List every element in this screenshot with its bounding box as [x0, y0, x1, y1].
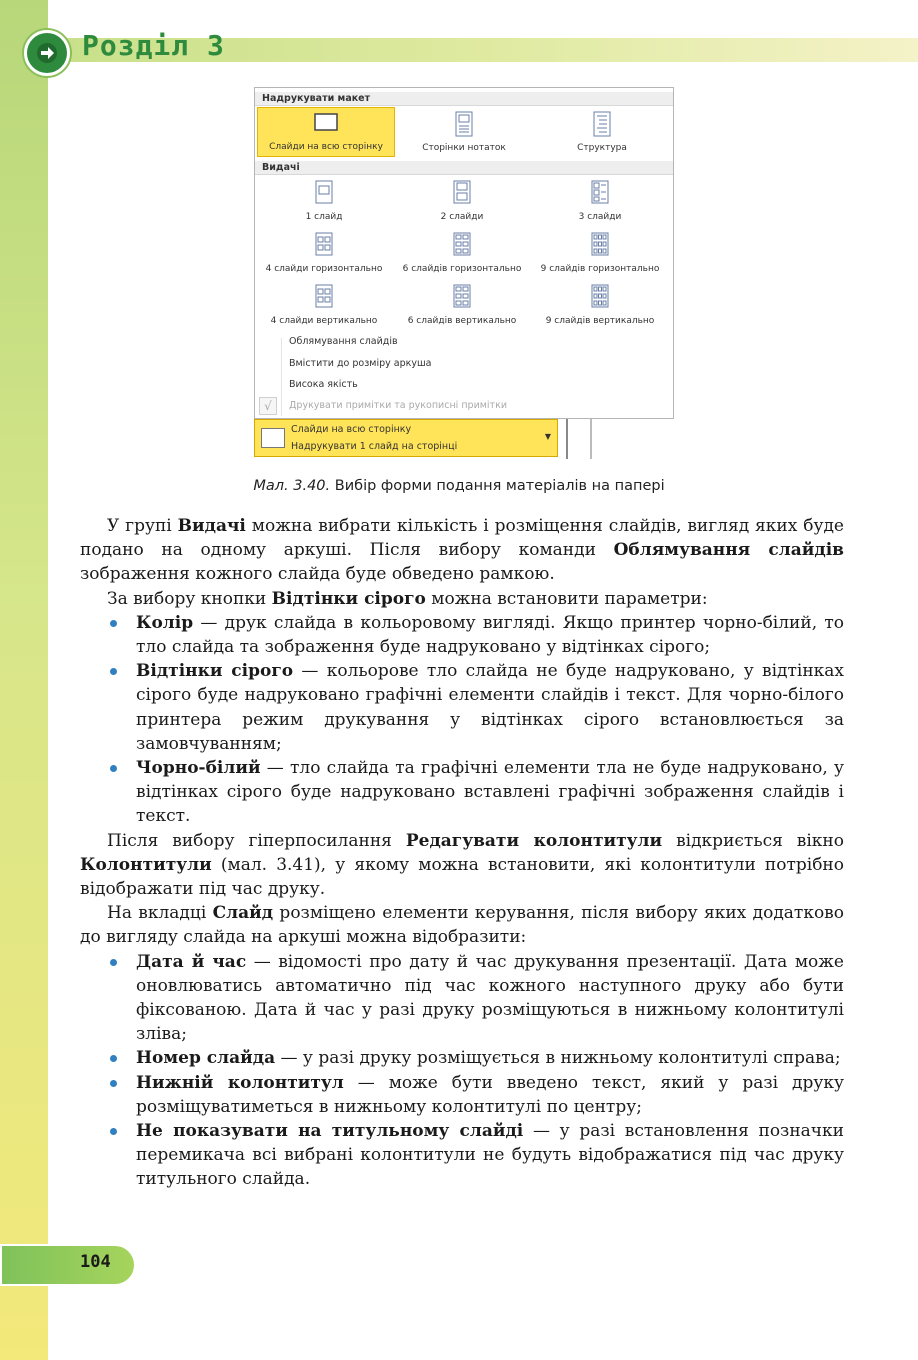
option-full-page-slides[interactable]: [257, 107, 395, 157]
paragraph: [80, 829, 844, 902]
text-run: — відомості про дату й час друкування презентації. Дата може оновлюватись автоматично під час кожного наступного друку або бути фіксованою. Дата й час у разі друку розміщуються в нижньому колонтитулі зліва;: [136, 951, 844, 1045]
option-outline[interactable]: [533, 107, 671, 157]
option-notes-pages[interactable]: [395, 107, 533, 157]
handout-9h-icon: [591, 232, 609, 256]
bullet-list: [80, 950, 844, 1192]
text-run: можна вибрати кількість і розміщення слайдів, вигляд яких буде подано на одному аркуші. Після вибору команди: [80, 516, 844, 561]
handout-1-icon: [315, 180, 333, 204]
text-run: — кольорове тло слайда не буде надруковано, у відтінках сірого буде надруковано графічні елементи слайдів і текст. Для чорно-білого принтера режим друкування у відтінках сірого встановлюється за замовчуванням;: [136, 661, 845, 754]
section-print-layout: Надрукувати макет: [255, 92, 673, 106]
full-page-icon: [314, 112, 338, 132]
text-run: — друк слайда в кольоровому вигляді. Якщо принтер чорно-білий, то тло слайда та зображення буде надруковано у відтінках сірого;: [136, 612, 844, 658]
option-label: 1 слайд: [305, 212, 343, 222]
text-run: На вкладці: [107, 903, 213, 924]
option-label: Структура: [577, 143, 627, 153]
option-label: 4 слайди вертикально: [270, 316, 378, 326]
text-run: — у разі друку розміщується в нижньому колонтитулі справа;: [275, 1048, 841, 1069]
term: Видачі: [177, 516, 246, 536]
text-run: — може бути введено текст, який у разі друку розміщуватиметься в нижньому колонтитулі по центру;: [136, 1072, 844, 1117]
option-label: Сторінки нотаток: [422, 143, 506, 153]
print-layout-selector[interactable]: [254, 419, 558, 457]
menu-frame-slides[interactable]: Облямування слайдів: [289, 336, 398, 347]
term: Номер слайда: [136, 1048, 276, 1069]
menu-separator: [281, 338, 282, 416]
term: Колонтитули: [80, 854, 212, 875]
option-6-horizontal[interactable]: [393, 228, 531, 278]
text-run: зображення кожного слайда буде обведено рамкою.: [80, 564, 555, 585]
notes-page-icon: [455, 111, 473, 137]
option-9-vertical[interactable]: [531, 280, 669, 330]
handout-3-icon: [591, 180, 609, 204]
paragraph: [80, 514, 844, 587]
scrollbar: [566, 419, 592, 459]
text-run: Після вибору гіперпосилання: [107, 830, 406, 851]
handout-6v-icon: [453, 284, 471, 308]
list-item: [80, 1071, 844, 1119]
term: Чорно-білий: [136, 758, 261, 779]
option-label: 6 слайдів горизонтально: [402, 264, 522, 274]
selector-title: Слайди на всю сторінку: [291, 424, 412, 435]
option-6-vertical[interactable]: [393, 280, 531, 330]
menu-print-comments[interactable]: Друкувати примітки та рукописні примітки: [289, 400, 507, 411]
text-run: У групі: [107, 516, 178, 536]
selector-subtitle: Надрукувати 1 слайд на сторінці: [291, 441, 458, 452]
list-item: [80, 950, 844, 1047]
text-run: відкриється вікно: [662, 830, 845, 851]
option-2-slides[interactable]: [393, 176, 531, 226]
paragraph: [80, 587, 844, 611]
handout-6h-icon: [453, 232, 471, 256]
term: Редагувати колонтитули: [405, 830, 663, 851]
term: Слайд: [212, 903, 274, 924]
text-run: За вибору кнопки: [107, 588, 272, 609]
term: Відтінки сірого: [271, 588, 426, 609]
left-decor-strip: [0, 0, 48, 1360]
text-run: — тло слайда та графічні елементи тла не буде надруковано, у відтінках сірого буде надруковано вставлені графічні зображення слайдів і текст.: [136, 758, 844, 827]
option-1-slide[interactable]: [255, 176, 393, 226]
term: Нижній колонтитул: [136, 1072, 344, 1093]
term: Відтінки сірого: [136, 661, 294, 682]
text-run: розміщено елементи керування, після вибору яких додатково до вигляду слайда на аркуші можна відобразити:: [80, 903, 844, 948]
figure-caption: [0, 478, 918, 494]
list-item: [80, 756, 844, 829]
caption-number: Мал. 3.40.: [253, 478, 331, 494]
handout-2-icon: [453, 180, 471, 204]
outline-icon: [593, 111, 611, 137]
option-3-slides[interactable]: [531, 176, 669, 226]
option-label: 9 слайдів вертикально: [545, 316, 655, 326]
option-label: Слайди на всю сторінку: [269, 142, 383, 152]
list-item: [80, 1046, 844, 1070]
option-4-horizontal[interactable]: [255, 228, 393, 278]
term: Не показувати на титульному слайді: [136, 1121, 524, 1142]
check-icon: √: [259, 397, 277, 415]
option-9-horizontal[interactable]: [531, 228, 669, 278]
handout-4h-icon: [315, 232, 333, 256]
option-label: 9 слайдів горизонтально: [540, 264, 660, 274]
list-item: [80, 659, 844, 756]
arrow-right-icon: [24, 30, 70, 76]
caption-text: Вибір форми подання матеріалів на папері: [334, 478, 665, 494]
menu-scale-to-fit[interactable]: Вмістити до розміру аркуша: [289, 358, 432, 369]
page-number-tab: [0, 1244, 136, 1286]
option-label: 6 слайдів вертикально: [407, 316, 517, 326]
handout-4v-icon: [315, 284, 333, 308]
text-run: (мал. 3.41), у якому можна встановити, які колонтитули потрібно відображати під час друку.: [80, 854, 844, 900]
handout-9v-icon: [591, 284, 609, 308]
section-handouts: Видачі: [255, 161, 673, 175]
chapter-title: Розділ 3: [82, 29, 225, 62]
list-item: [80, 1119, 844, 1192]
option-label: 3 слайди: [578, 212, 622, 222]
option-label: 2 слайди: [440, 212, 484, 222]
menu-high-quality[interactable]: Висока якість: [289, 379, 358, 390]
bullet-list: [80, 611, 844, 829]
term: Облямування слайдів: [613, 540, 844, 561]
term: Колір: [136, 612, 194, 633]
paragraph: [80, 901, 844, 949]
text-run: — у разі встановлення позначки перемикача всі вибрані колонтитули не будуть відображатися під час друку титульного слайда.: [136, 1121, 844, 1190]
list-item: [80, 611, 844, 659]
term: Дата й час: [136, 951, 247, 972]
print-layout-dialog: [254, 87, 674, 419]
option-label: 4 слайди горизонтально: [265, 264, 383, 274]
text-run: можна встановити параметри:: [425, 588, 708, 609]
dropdown-arrow-icon[interactable]: ▼: [544, 432, 551, 441]
full-page-icon: [261, 428, 285, 448]
body-text: [80, 514, 844, 1192]
option-4-vertical[interactable]: [255, 280, 393, 330]
page-number: 104: [80, 1252, 111, 1272]
